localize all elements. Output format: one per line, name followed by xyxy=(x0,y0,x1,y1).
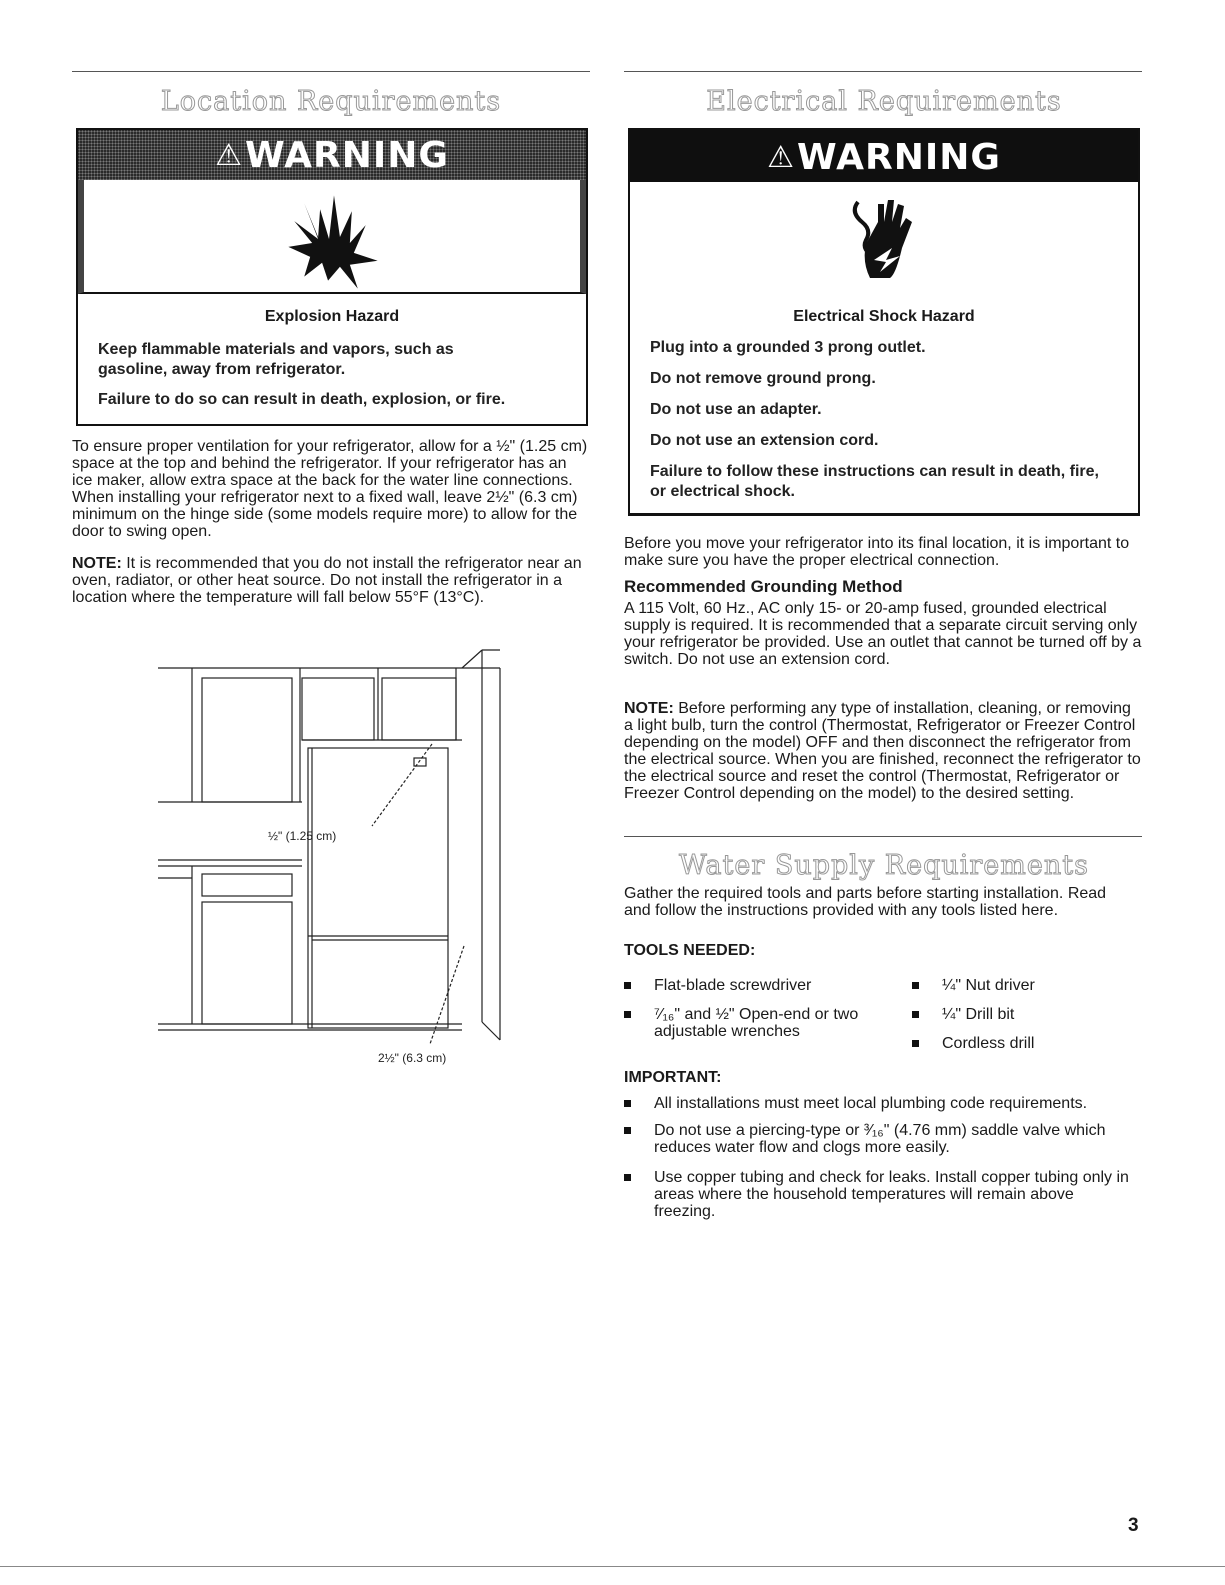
bullet-icon xyxy=(624,982,631,989)
hazard-line: Failure to follow these instructions can result in death, fire, or electrical shock. xyxy=(650,463,1099,500)
top-clearance-label: ½" (1.25 cm) xyxy=(268,829,337,843)
explosion-warning-box xyxy=(76,128,588,426)
electrical-requirements-title: Electrical Requirements xyxy=(706,86,1062,117)
warning-header xyxy=(630,130,1138,184)
tool-text: Flat-blade screwdriver xyxy=(654,977,812,994)
tool-text: ⁷⁄₁₆" and ½" Open-end or two adjustable wrenches xyxy=(654,1006,859,1040)
important-text: Use copper tubing and check for leaks. Install copper tubing only in areas where the household temperatures will remain above freezing. xyxy=(654,1169,1129,1220)
side-clearance-label: 2½" (6.3 cm) xyxy=(378,1051,447,1065)
bullet-icon xyxy=(912,982,919,989)
warning-triangle-icon: ⚠ xyxy=(767,139,796,175)
hazard-line: Keep flammable materials and vapors, such as gasoline, away from refrigerator. xyxy=(98,341,454,378)
location-requirements-title: Location Requirements xyxy=(160,86,502,117)
tool-text: ¼" Drill bit xyxy=(942,1006,1015,1023)
refrigerator-clearance-diagram xyxy=(152,640,592,1070)
tool-text: Cordless drill xyxy=(942,1035,1035,1052)
hazard-title: Explosion Hazard xyxy=(264,308,400,325)
tools-needed-heading: TOOLS NEEDED: xyxy=(624,942,756,959)
electrical-intro-paragraph: Before you move your refrigerator into its final location, it is important to make sure you have the proper electrical connection. xyxy=(624,535,1130,569)
explosion-hazard-text xyxy=(78,308,586,410)
important-heading: IMPORTANT: xyxy=(624,1069,722,1086)
note-paragraph xyxy=(72,555,588,606)
grounding-method-title: Recommended Grounding Method xyxy=(624,577,903,596)
section-rule xyxy=(624,71,1142,72)
bullet-icon xyxy=(624,1174,631,1181)
note-label: NOTE: xyxy=(624,700,674,717)
hazard-line: Do not use an extension cord. xyxy=(650,432,879,449)
hazard-line: Do not remove ground prong. xyxy=(650,370,876,387)
ventilation-paragraph: To ensure proper ventilation for your refrigerator, allow for a ½" (1.25 cm) space at the top and behind the refrigerator. If your refrigerator has an ice maker, allow extra space at the back for the water line connections. When installing your refrigerator next to a fixed wall, leave 2½" (6.3 cm) minimum on the hinge side (some models require more) to allow for the door to swing open. xyxy=(72,438,588,540)
shock-hazard-text-box xyxy=(628,296,1140,516)
bottom-rule xyxy=(0,1566,1225,1567)
page-number: 3 xyxy=(1128,1515,1139,1536)
hazard-line: Plug into a grounded 3 prong outlet. xyxy=(650,339,926,356)
bullet-icon xyxy=(912,1040,919,1047)
warning-header xyxy=(78,130,586,180)
explosion-icon xyxy=(84,180,580,292)
electric-shock-icon xyxy=(630,182,1138,296)
warning-triangle-icon: ⚠ xyxy=(215,137,244,173)
water-supply-requirements-title: Water Supply Requirements xyxy=(679,850,1089,881)
bullet-icon xyxy=(624,1100,631,1107)
bullet-icon xyxy=(624,1011,631,1018)
section-rule xyxy=(72,71,590,72)
bullet-icon xyxy=(912,1011,919,1018)
explosion-icon-panel xyxy=(78,180,586,294)
section-rule xyxy=(624,836,1142,837)
electrical-note-paragraph xyxy=(624,700,1144,802)
note-text: It is recommended that you do not install the refrigerator near an oven, radiator, or other heat source. Do not install the refrigerator in a location where the temperature will fall below 55°F (13°C). xyxy=(72,555,582,606)
shock-icon-panel xyxy=(628,182,1140,298)
important-text: All installations must meet local plumbing code requirements. xyxy=(654,1095,1088,1112)
note-text: Before performing any type of installation, cleaning, or removing a light bulb, turn the control (Thermostat, Refrigerator or Freezer Control depending on the model) OFF and then disconnect the refrigerator from the electrical source. When you are finished, reconnect the refrigerator to the electrical source and reset the control (Thermostat, Refrigerator or Freezer Control depending on the model) to the desired setting. xyxy=(624,700,1141,802)
note-label: NOTE: xyxy=(72,555,122,572)
grounding-paragraph: A 115 Volt, 60 Hz., AC only 15- or 20-amp fused, grounded electrical supply is required. It is recommended that a separate circuit serving only your refrigerator be provided. Use an outlet that cannot be turned off by a switch. Do not use an extension cord. xyxy=(624,600,1142,668)
warning-header-text: WARNING xyxy=(797,136,1001,178)
important-text: Do not use a piercing-type or ³⁄₁₆" (4.76 mm) saddle valve which reduces water flow and clogs more easily. xyxy=(654,1122,1106,1156)
tool-text: ¼" Nut driver xyxy=(942,977,1035,994)
water-intro-paragraph: Gather the required tools and parts before starting installation. Read and follow the instructions provided with any tools listed here. xyxy=(624,885,1107,919)
hazard-line: Failure to do so can result in death, explosion, or fire. xyxy=(98,391,506,408)
bullet-icon xyxy=(624,1127,631,1134)
warning-header-text: WARNING xyxy=(245,134,449,176)
hazard-title: Electrical Shock Hazard xyxy=(793,308,975,325)
hazard-line: Do not use an adapter. xyxy=(650,401,822,418)
